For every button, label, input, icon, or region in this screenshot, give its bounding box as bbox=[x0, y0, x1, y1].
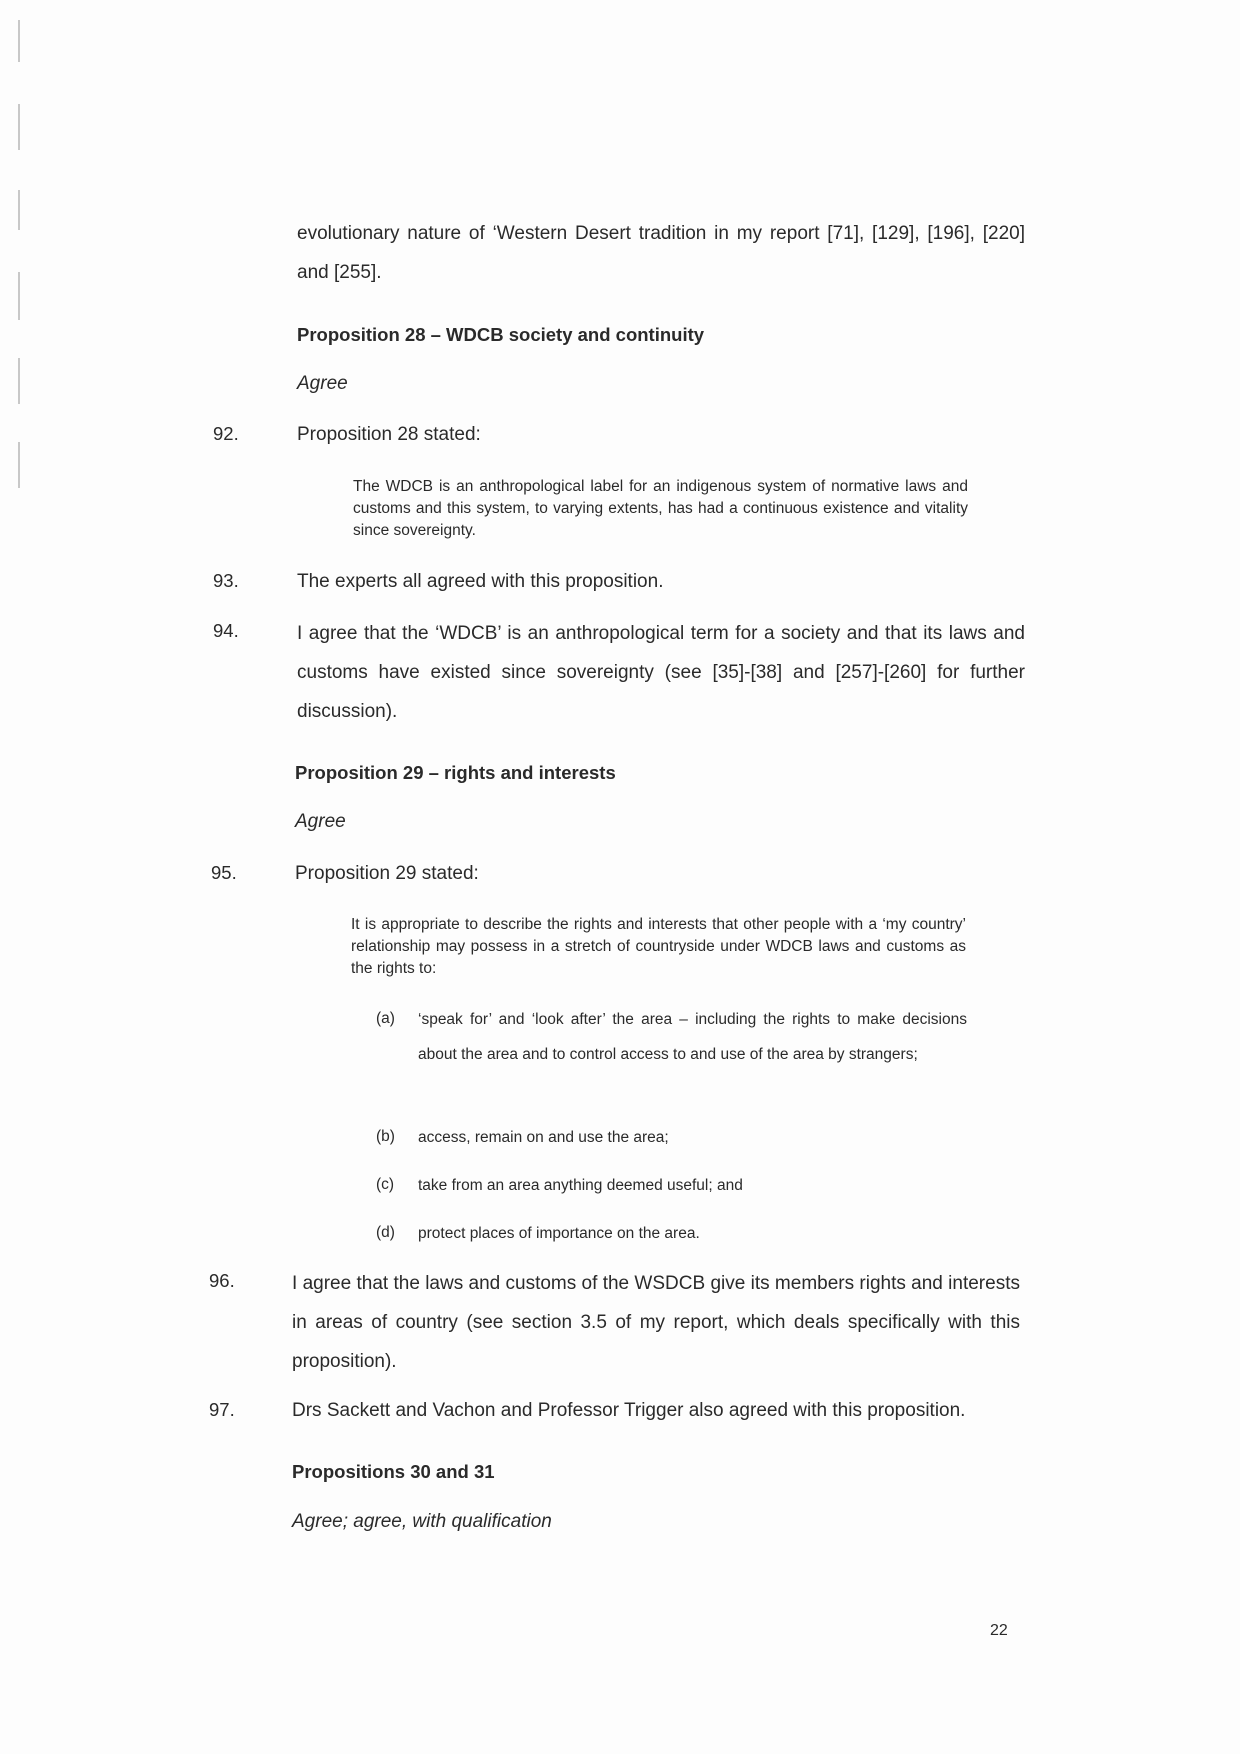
paragraph-text: I agree that the ‘WDCB’ is an anthropological term for a society and that its laws and customs have existed since sovereignty (see [35]-[38] and [257]-[260] for further discussion). bbox=[297, 623, 1025, 722]
list-item-text: protect places of importance on the area. bbox=[418, 1225, 700, 1242]
scan-margin-mark bbox=[18, 190, 20, 230]
scan-margin-mark bbox=[18, 358, 20, 404]
list-item-marker: (d) bbox=[376, 1224, 395, 1241]
section-verdict: Agree bbox=[295, 811, 346, 832]
list-item-marker: (a) bbox=[376, 1010, 395, 1027]
list-item-marker: (c) bbox=[376, 1176, 395, 1193]
list-item-text: access, remain on and use the area; bbox=[418, 1129, 669, 1146]
list-item-text: ‘speak for’ and ‘look after’ the area – including the rights to make decisions about the area and to control access to and use of the area by strangers; bbox=[418, 1011, 967, 1063]
paragraph-number: 92. bbox=[213, 423, 239, 444]
block-quote: The WDCB is an anthropological label for an indigenous system of normative laws and customs and this system, to varying extents, has had a continuous existence and vitality since sovereignty. bbox=[353, 478, 968, 539]
paragraph-number: 97. bbox=[209, 1399, 235, 1420]
list-item-marker: (b) bbox=[376, 1128, 395, 1145]
paragraph-text: I agree that the laws and customs of the WSDCB give its members rights and interests in areas of country (see section 3.5 of my report, which deals specifically with this proposition). bbox=[292, 1273, 1020, 1372]
paragraph-number: 95. bbox=[211, 862, 237, 883]
section-verdict: Agree; agree, with qualification bbox=[292, 1511, 552, 1532]
list-item-text: take from an area anything deemed useful; and bbox=[418, 1177, 743, 1194]
paragraph-text: Proposition 29 stated: bbox=[295, 863, 479, 884]
scan-margin-mark bbox=[18, 20, 20, 62]
scan-margin-mark bbox=[18, 104, 20, 150]
paragraph-text: Drs Sackett and Vachon and Professor Trigger also agreed with this proposition. bbox=[292, 1400, 966, 1421]
section-heading: Proposition 29 – rights and interests bbox=[295, 762, 616, 783]
section-verdict: Agree bbox=[297, 373, 348, 394]
scan-margin-mark bbox=[18, 442, 20, 488]
block-quote: It is appropriate to describe the rights and interests that other people with a ‘my country’ relationship may possess in a stretch of countryside under WDCB laws and customs as the rights to: bbox=[351, 916, 966, 977]
paragraph-number: 94. bbox=[213, 620, 239, 641]
section-heading: Propositions 30 and 31 bbox=[292, 1461, 495, 1482]
paragraph-number: 96. bbox=[209, 1270, 235, 1291]
section-heading: Proposition 28 – WDCB society and continuity bbox=[297, 324, 705, 345]
paragraph-text: The experts all agreed with this proposition. bbox=[297, 571, 664, 592]
paragraph-text: Proposition 28 stated: bbox=[297, 424, 481, 445]
scan-margin-mark bbox=[18, 272, 20, 320]
paragraph-number: 93. bbox=[213, 570, 239, 591]
continuation-paragraph: evolutionary nature of ‘Western Desert tradition in my report [71], [129], [196], [220] and [255]. bbox=[297, 223, 1025, 283]
page-number: 22 bbox=[990, 1622, 1008, 1639]
